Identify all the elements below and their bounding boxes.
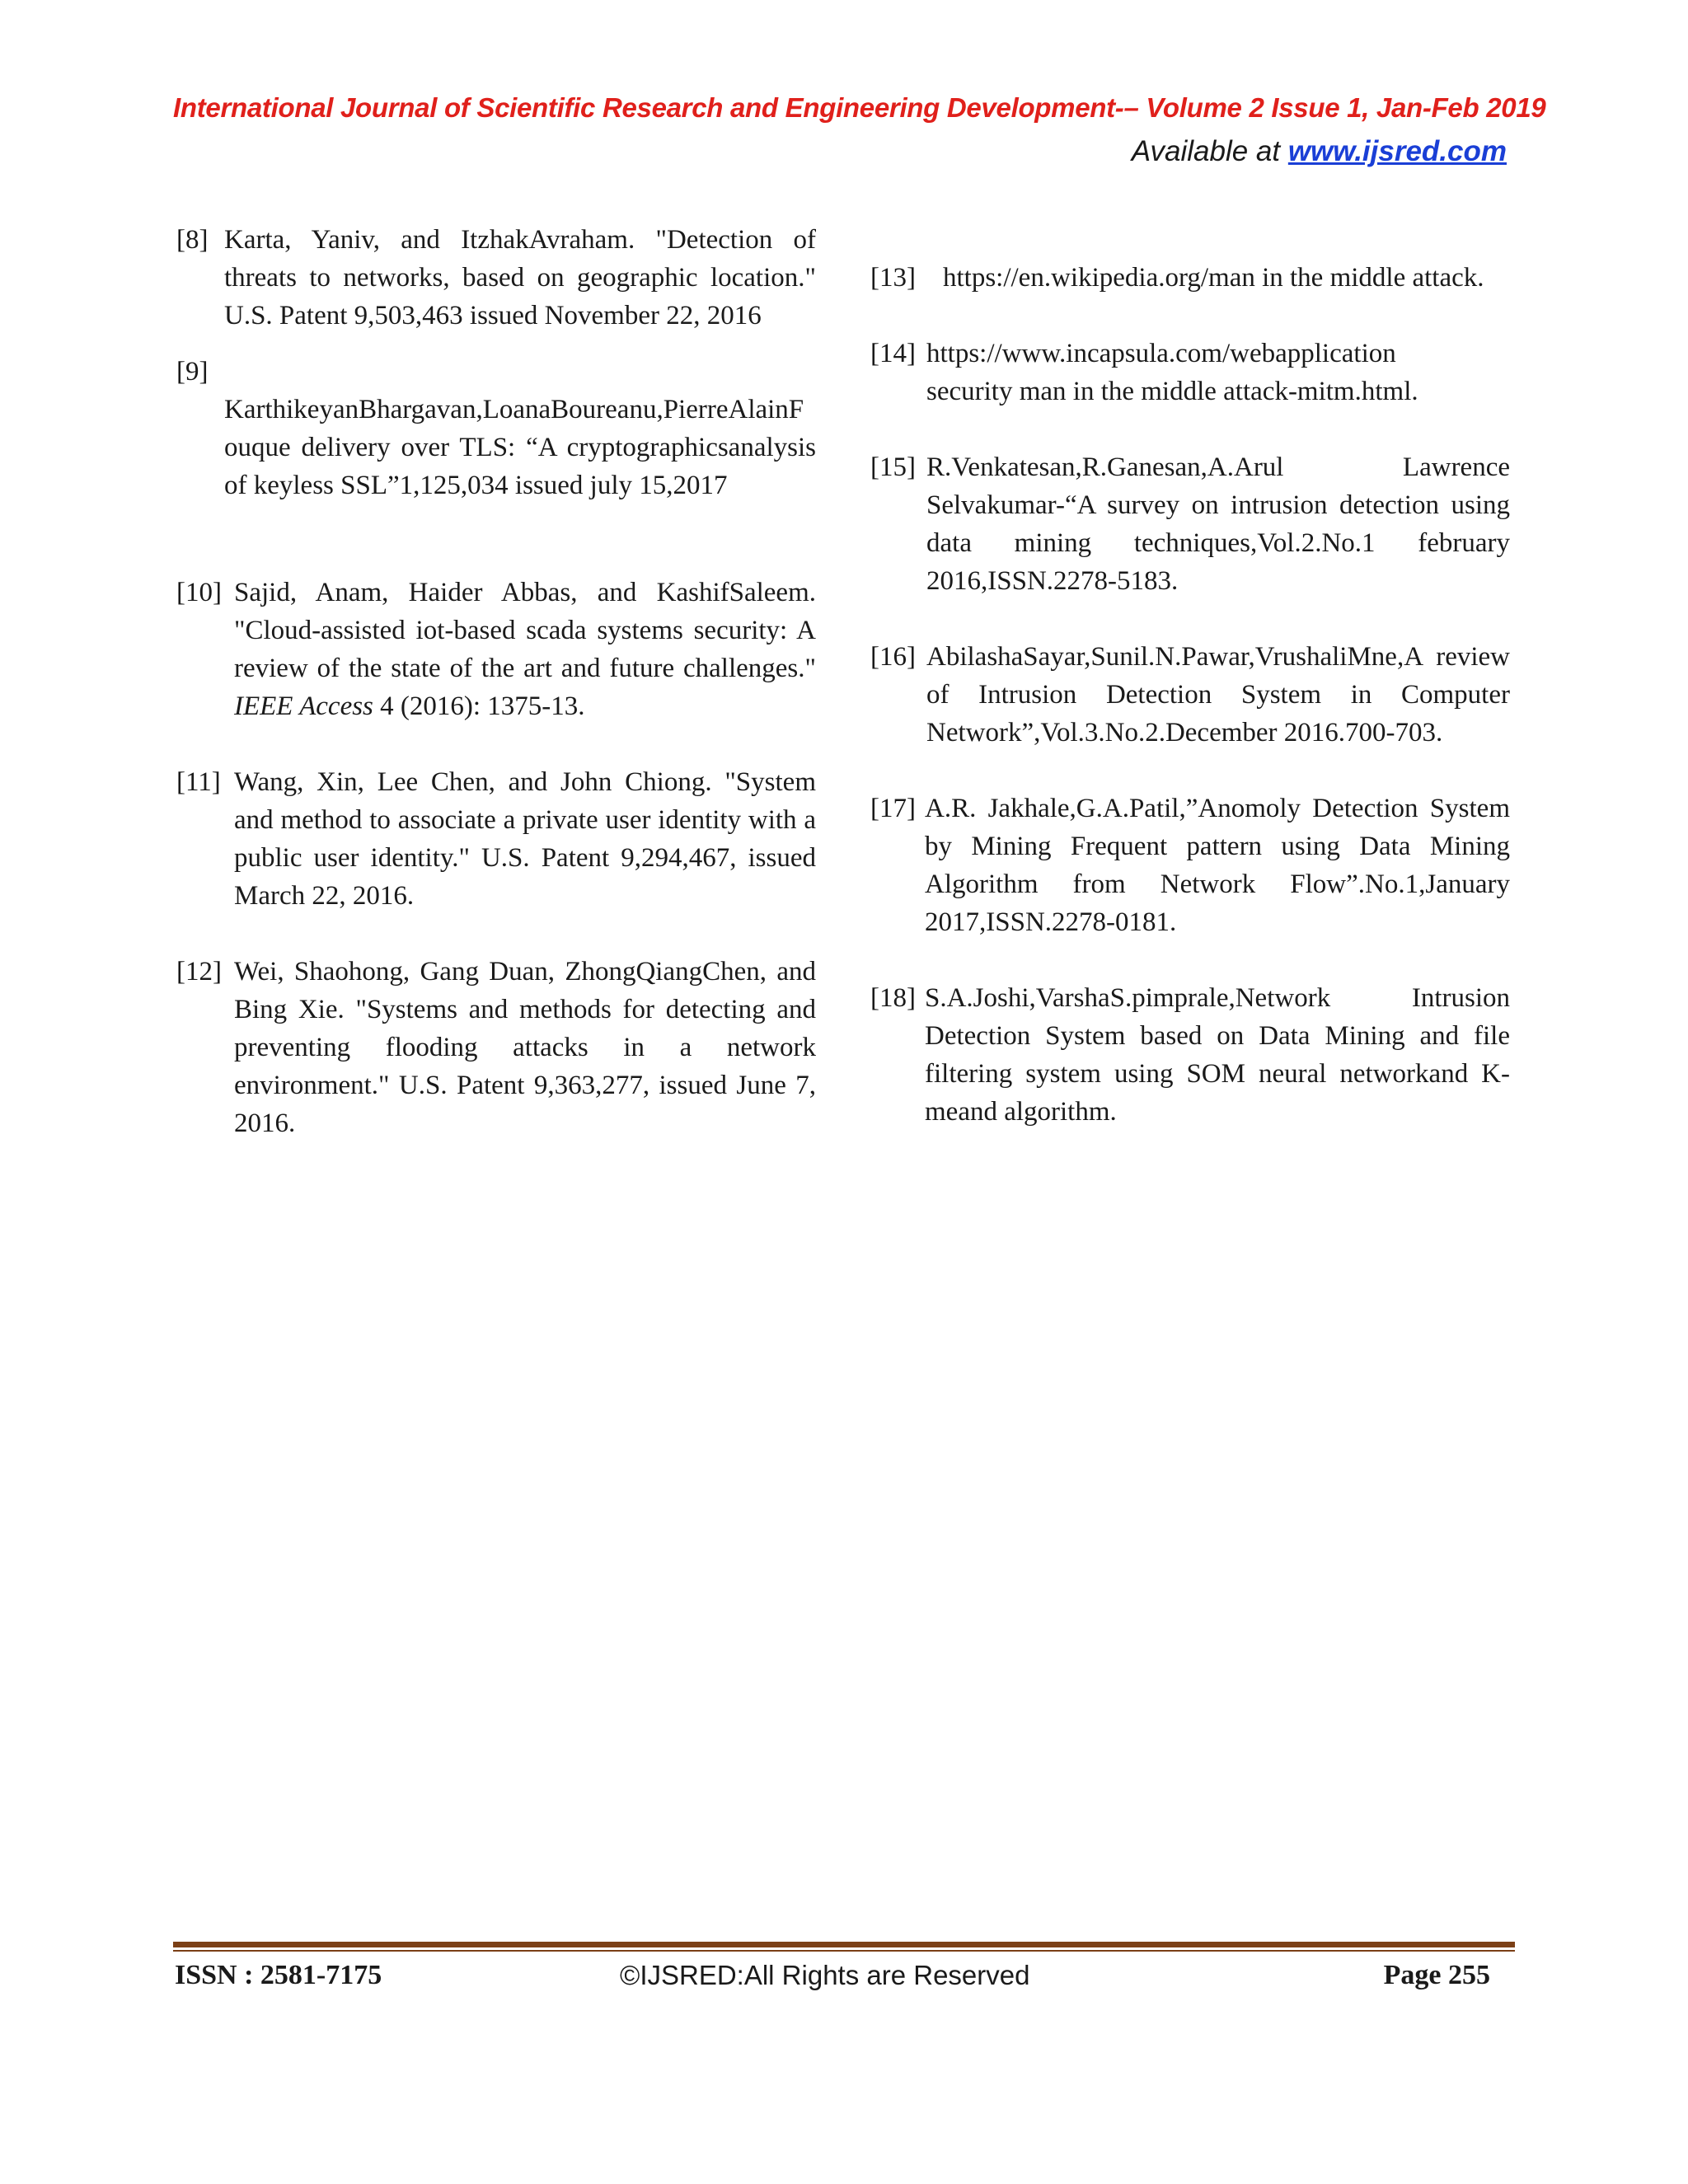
reference-text: Wang, Xin, Lee Chen, and John Chiong. "System and method to associate a private user identity with a public user identity." U.S. Patent 9,294,467, issued March 22, 2016. [234, 767, 816, 911]
reference-15 [870, 448, 1510, 600]
reference-text: A.R. Jakhale,G.A.Patil,”Anomoly Detection System by Mining Frequent pattern using Data Mining Algorithm from Network Flow”.No.1,January 2017,ISSN.2278-0181. [925, 794, 1510, 937]
reference-8 [176, 221, 816, 335]
reference-number: [9] [176, 357, 209, 387]
reference-text-part: 4 (2016): 1375-13. [373, 691, 585, 721]
reference-text: S.A.Joshi,VarshaS.pimprale,Network Intrusion Detection System based on Data Mining and file filtering system using SOM neural networkand K-meand algorithm. [925, 983, 1510, 1127]
reference-10 [176, 574, 816, 725]
reference-number: [12] [176, 957, 222, 987]
reference-number: [13] [870, 263, 916, 293]
footer-rule-thin [173, 1950, 1515, 1952]
reference-9 [176, 353, 816, 504]
reference-text: AbilashaSayar,Sunil.N.Pawar,VrushaliMne,A review of Intrusion Detection System in Computer Network”,Vol.3.No.2.December 2016.700-703. [926, 642, 1510, 748]
reference-number: [8] [176, 225, 209, 255]
reference-17 [870, 790, 1510, 941]
footer-rule-thick [173, 1942, 1515, 1947]
footer-issn: ISSN : 2581-7175 [175, 1960, 382, 1990]
reference-18 [870, 979, 1510, 1131]
reference-number: [14] [870, 339, 916, 368]
footer-copyright: ©IJSRED:All Rights are Reserved [620, 1960, 1030, 1990]
references-right-column [870, 259, 1510, 1131]
reference-number: [18] [870, 983, 916, 1013]
available-at-line [1132, 135, 1507, 168]
reference-text: https://www.incapsula.com/webapplication security man in the middle attack-mitm.html. [926, 339, 1418, 406]
reference-12 [176, 953, 816, 1142]
journal-website-link[interactable]: www.ijsred.com [1287, 135, 1507, 167]
journal-title-header: International Journal of Scientific Research and Engineering Development-– Volume 2 Issue 1, Jan-Feb 2019 [173, 92, 1546, 123]
reference-13 [870, 259, 1510, 297]
reference-number: [17] [870, 794, 916, 823]
reference-number: [16] [870, 642, 916, 672]
reference-text: Wei, Shaohong, Gang Duan, ZhongQiangChen, and Bing Xie. "Systems and methods for detecting and preventing flooding attacks in a network environment." U.S. Patent 9,363,277, issued June 7, 2016. [234, 957, 816, 1138]
reference-text: R.Venkatesan,R.Ganesan,A.Arul Lawrence Selvakumar-“A survey on intrusion detection using data mining techniques,Vol.2.No.1 february 2016,ISSN.2278-5183. [926, 452, 1510, 596]
reference-number: [10] [176, 578, 222, 607]
footer-page-number: Page 255 [1383, 1960, 1490, 1990]
reference-text [234, 574, 816, 725]
references-left-column [176, 221, 816, 1142]
reference-14 [870, 335, 1510, 410]
available-prefix: Available at [1131, 135, 1288, 167]
reference-number: [15] [870, 452, 916, 482]
reference-text: https://en.wikipedia.org/man in the middle attack. [943, 263, 1484, 293]
reference-text: Karta, Yaniv, and ItzhakAvraham. "Detection of threats to networks, based on geographic location." U.S. Patent 9,503,463 issued November 22, 2016 [224, 225, 816, 330]
reference-text-part: Sajid, Anam, Haider Abbas, and KashifSaleem. "Cloud-assisted iot-based scada systems security: A review of the state of the art and future challenges." [234, 578, 816, 683]
reference-number: [11] [176, 767, 221, 797]
reference-16 [870, 638, 1510, 752]
reference-11 [176, 763, 816, 915]
journal-name: IEEE Access [234, 691, 373, 721]
reference-text: KarthikeyanBhargavan,LoanaBoureanu,PierreAlainFouque delivery over TLS: “A cryptographicsanalysis of keyless SSL”1,125,034 issued july 15,2017 [224, 395, 816, 500]
